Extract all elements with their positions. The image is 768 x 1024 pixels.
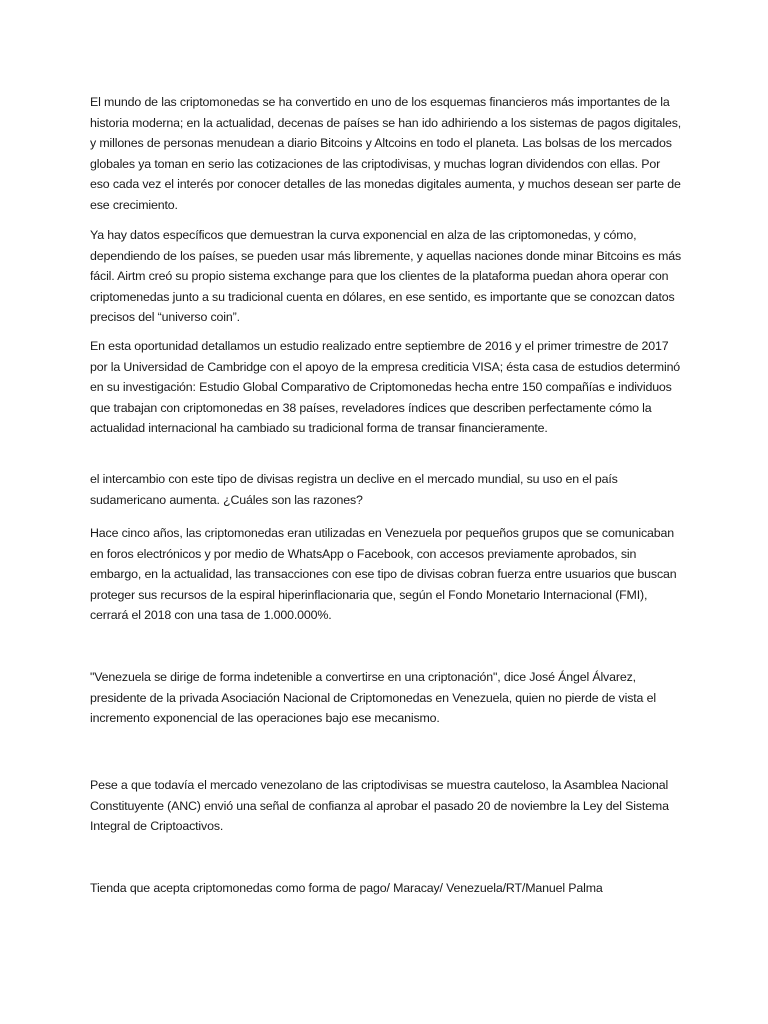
paragraph-2: Ya hay datos específicos que demuestran la curva exponencial en alza de las criptomonedas, y cómo, dependiendo de los países, se pueden usar más libremente, y aquellas naciones donde minar Bitcoins es más fácil. Airtm creó su propio sistema exchange para que los clientes de la plataforma puedan ahora operar con criptomenedas junto a su tradicional cuenta en dólares, en ese sentido, es importante que se conozcan datos precisos del “universo coin”. (90, 228, 682, 324)
paragraph-7: Pese a que todavía el mercado venezolano de las criptodivisas se muestra cauteloso, la Asamblea Nacional Constituyente (ANC) envió una señal de confianza al aprobar el pasado 20 de noviembre la Ley del Sistema Integral de Criptoactivos. (90, 778, 669, 833)
paragraph-4: el intercambio con este tipo de divisas registra un declive en el mercado mundial, su uso en el país sudamericano aumenta. ¿Cuáles son las razones? (90, 472, 618, 507)
paragraph-5: Hace cinco años, las criptomonedas eran utilizadas en Venezuela por pequeños grupos que se comunicaban en foros electrónicos y por medio de WhatsApp o Facebook, con accesos previamente aprobados, sin embargo, en la actualidad, las transacciones con ese tipo de divisas cobran fuerza entre usuarios que buscan proteger sus recursos de la espiral hiperinflacionaria que, según el Fondo Monetario Internacional (FMI), cerrará el 2018 con una tasa de 1.000.000%. (90, 526, 677, 622)
paragraph-6: "Venezuela se dirige de forma indetenible a convertirse en una criptonación", dice José Ángel Álvarez, presidente de la privada Asociación Nacional de Criptomonedas en Venezuela, quien no pierde de vista el incremento exponencial de las operaciones bajo ese mecanismo. (90, 670, 656, 725)
paragraph-1: El mundo de las criptomonedas se ha convertido en uno de los esquemas financieros más importantes de la historia moderna; en la actualidad, decenas de países se han ido adhiriendo a los sistemas de pagos digitales, y millones de personas menudean a diario Bitcoins y Altcoins en todo el planeta. Las bolsas de los mercados globales ya toman en serio las cotizaciones de las criptodivisas, y muchas logran dividendos con ellas. Por eso cada vez el interés por conocer detalles de las monedas digitales aumenta, y muchos desean ser parte de ese crecimiento. (90, 95, 682, 212)
paragraph-3: En esta oportunidad detallamos un estudio realizado entre septiembre de 2016 y el primer trimestre de 2017 por la Universidad de Cambridge con el apoyo de la empresa crediticia VISA; ésta casa de estudios determinó en su investigación: Estudio Global Comparativo de Criptomonedas hecha entre 150 compañías e individuos que trabajan con criptomonedas en 38 países, reveladores índices que describen perfectamente cómo la actualidad internacional ha cambiado su tradicional forma de transar financieramente. (90, 339, 681, 435)
image-caption: Tienda que acepta criptomonedas como forma de pago/ Maracay/ Venezuela/RT/Manuel Palma (90, 881, 603, 895)
